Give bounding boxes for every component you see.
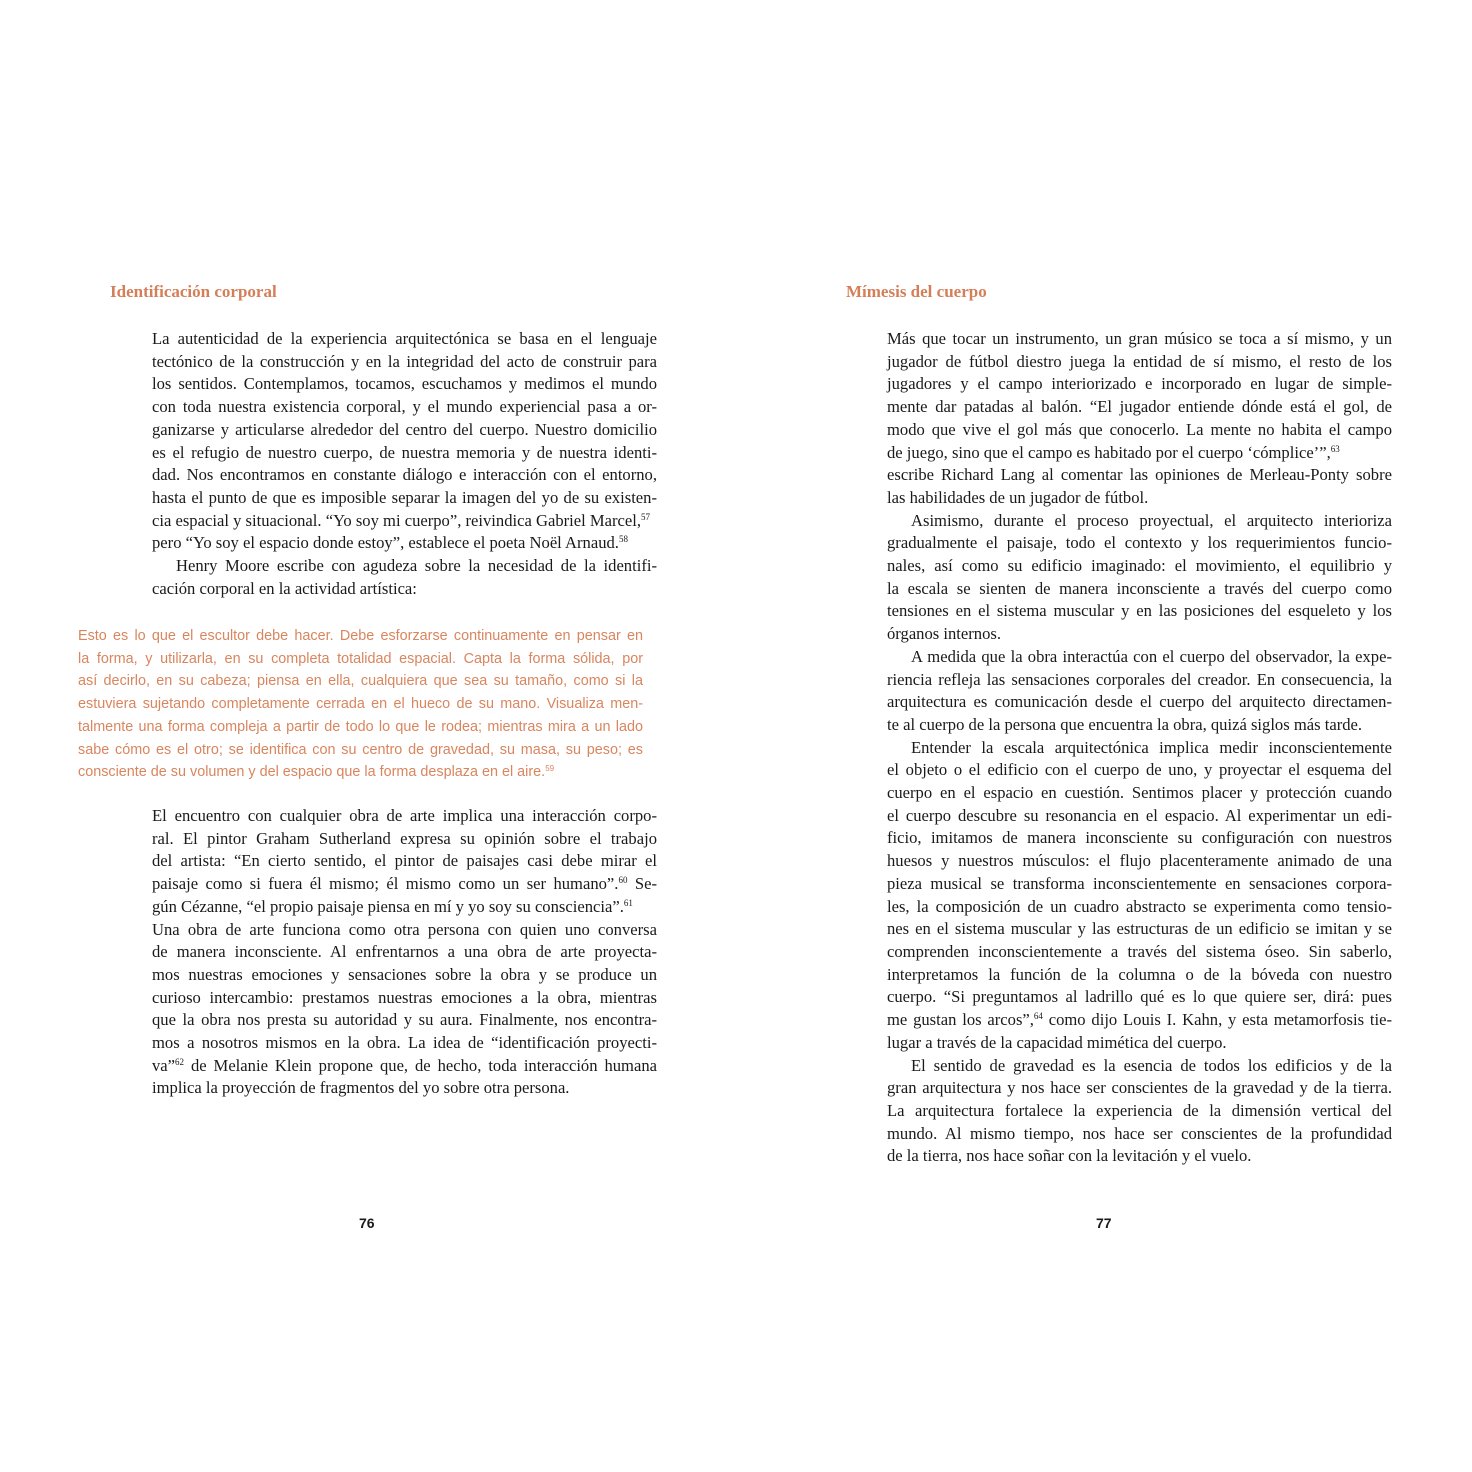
text-line: curioso intercambio: prestamos nuestras emociones a la obra, mientras xyxy=(152,987,657,1007)
section-heading: Identificación corporal xyxy=(110,282,277,301)
text-line: hasta el punto de que es imposible separar la imagen del yo de su existen- xyxy=(152,487,657,507)
text-line xyxy=(152,510,657,533)
text-line: A medida que la obra interactúa con el cuerpo del observador, la expe- xyxy=(911,646,1392,666)
text-line: ganizarse y articularse alrededor del centro del cuerpo. Nuestro domicilio xyxy=(152,419,657,439)
text-run: gún Cézanne, “el propio paisaje piensa en mí y yo soy su consciencia”. xyxy=(152,896,624,916)
text-line: nales, así como su edificio imaginado: el movimiento, el equilibrio y xyxy=(887,556,1392,576)
text-line: mente dar patadas al balón. “El jugador entiende dónde está el gol, de xyxy=(887,397,1392,417)
body-text-column xyxy=(887,328,1392,1168)
text-run: cia espacial y situacional. “Yo soy mi cuerpo”, reivindica Gabriel Marcel, xyxy=(152,510,642,530)
quote-line: sabe cómo es el otro; se identifica con su centro de gravedad, su masa, su peso; es xyxy=(78,741,643,758)
text-line: El sentido de gravedad es la esencia de todos los edificios y de la xyxy=(911,1055,1392,1075)
body-paragraph-1 xyxy=(152,328,657,600)
page-number: 76 xyxy=(359,1215,375,1231)
text-run: pero “Yo soy el espacio donde estoy”, establece el poeta Noël Arnaud. xyxy=(152,533,619,553)
quote-line: así decirlo, en su cabeza; piensa en ella, cualquiera que sea su tamaño, como si la xyxy=(78,673,643,690)
text-line xyxy=(152,532,657,555)
text-run: Se- xyxy=(627,874,657,894)
text-line: tectónico de la construcción y en la integridad del acto de construir para xyxy=(152,351,657,371)
text-line xyxy=(887,1009,1392,1032)
text-line: las habilidades de un jugador de fútbol. xyxy=(887,487,1149,507)
footnote-ref: 57 xyxy=(641,511,651,522)
text-run: me gustan los arcos”, xyxy=(887,1010,1034,1030)
footnote-ref: 64 xyxy=(1033,1011,1043,1022)
text-run: consciente de su volumen y del espacio que la forma desplaza en el aire. xyxy=(78,764,546,781)
text-line: de manera inconsciente. Al enfrentarnos a una obra de arte proyecta- xyxy=(152,942,657,962)
text-line: mundo. Al mismo tiempo, nos hace ser conscientes de la profundidad xyxy=(887,1123,1392,1143)
text-line: del artista: “En cierto sentido, el pintor de paisajes casi debe mirar el xyxy=(152,851,657,871)
text-line: ficio, imitamos de manera inconsciente su configuración con nuestros xyxy=(887,828,1392,848)
text-run: paisaje como si fuera él mismo; él mismo como un ser humano”. xyxy=(152,874,619,894)
text-line: pieza musical se transforma inconscientemente en sensaciones corpora- xyxy=(887,873,1392,893)
text-line: implica la proyección de fragmentos del yo sobre otra persona. xyxy=(152,1078,570,1098)
text-line: jugadores y el campo interiorizado e incorporado en lugar de simple- xyxy=(887,374,1392,394)
text-line: lugar a través de la capacidad mimética del cuerpo. xyxy=(887,1032,1227,1052)
text-line: cuerpo. “Si preguntamos al ladrillo qué es lo que quiere ser, dirá: pues xyxy=(887,987,1392,1007)
text-line: la escala se sienten de manera inconsciente a través del cuerpo como xyxy=(887,578,1392,598)
text-line: mos nuestras emociones y sensaciones sobre la obra y se produce un xyxy=(152,964,657,984)
footnote-ref: 63 xyxy=(1330,443,1340,454)
text-line: huesos y nuestros músculos: el flujo placenteramente animado de una xyxy=(887,851,1392,871)
text-line: te al cuerpo de la persona que encuentra la obra, quizá siglos más tarde. xyxy=(887,714,1363,734)
text-run: como dijo Louis I. Kahn, y esta metamorfosis tie- xyxy=(1042,1010,1392,1030)
quote-line xyxy=(78,761,643,784)
text-line: mos a nosotros mismos en la obra. La idea de “identificación proyecti- xyxy=(152,1033,657,1053)
text-line xyxy=(887,442,1392,465)
text-line: es el refugio de nuestro cuerpo, de nuestra memoria y de nuestra identi- xyxy=(152,442,657,462)
quote-line: la forma, y utilizarla, en su completa totalidad espacial. Capta la forma sólida, por xyxy=(78,650,643,667)
text-line xyxy=(152,896,657,919)
text-line: jugador de fútbol diestro juega la entidad de sí mismo, el resto de los xyxy=(887,351,1392,371)
text-run: de Melanie Klein propone que, de hecho, toda interacción humana xyxy=(184,1055,657,1075)
text-line: con toda nuestra existencia corporal, y el mundo experiencial pasa a or- xyxy=(152,397,657,417)
text-line: el objeto o el edificio con el cuerpo de uno, y proyectar el esquema del xyxy=(887,760,1392,780)
section-heading: Mímesis del cuerpo xyxy=(846,282,987,301)
text-line: de la tierra, nos hace soñar con la levitación y el vuelo. xyxy=(887,1146,1252,1166)
text-line: La arquitectura fortalece la experiencia de la dimensión vertical del xyxy=(887,1100,1392,1120)
text-line: gran arquitectura y nos hace ser conscientes de la gravedad y de la tierra. xyxy=(887,1078,1392,1098)
text-line: órganos internos. xyxy=(887,624,1001,644)
text-line: les, la composición de un cuadro abstracto se experimenta como tensio- xyxy=(887,896,1392,916)
footnote-ref: 60 xyxy=(618,875,628,886)
text-line: gradualmente el paisaje, todo el contexto y los requerimientos funcio- xyxy=(887,533,1392,553)
text-run: va” xyxy=(152,1055,176,1075)
text-line: escribe Richard Lang al comentar las opiniones de Merleau-Ponty sobre xyxy=(887,465,1392,485)
text-line: modo que vive el gol más que conocerlo. La mente no habita el campo xyxy=(887,419,1392,439)
text-line: Más que tocar un instrumento, un gran músico se toca a sí mismo, y un xyxy=(887,329,1392,348)
quote-line: estuviera sujetando completamente cerrada en el hueco de su mano. Visualiza men- xyxy=(78,696,643,713)
page-number: 77 xyxy=(1096,1215,1112,1231)
text-line: ral. El pintor Graham Sutherland expresa su opinión sobre el trabajo xyxy=(152,828,657,848)
text-line: tensiones en el sistema muscular y en las posiciones del esqueleto y los xyxy=(887,601,1392,621)
text-line: que la obra nos presta su autoridad y su aura. Finalmente, nos encontra- xyxy=(152,1010,657,1030)
text-line: El encuentro con cualquier obra de arte implica una interacción corpo- xyxy=(152,806,657,825)
text-line: cuerpo en el espacio en cuestión. Sentimos placer y protección cuando xyxy=(887,783,1392,803)
text-run: de juego, sino que el campo es habitado por el cuerpo ‘cómplice’”, xyxy=(887,442,1331,462)
text-line: Entender la escala arquitectónica implica medir inconscientemente xyxy=(911,737,1392,757)
footnote-ref: 59 xyxy=(545,764,555,774)
text-line: arquitectura es comunicación desde el cuerpo del arquitecto directamen- xyxy=(887,692,1392,712)
footnote-ref: 61 xyxy=(623,897,633,908)
block-quote xyxy=(78,625,643,784)
right-page xyxy=(736,0,1472,1472)
text-line xyxy=(152,1055,657,1078)
footnote-ref: 62 xyxy=(175,1056,185,1067)
text-line: los sentidos. Contemplamos, tocamos, escuchamos y medimos el mundo xyxy=(152,374,657,394)
text-line: riencia refleja las sensaciones corporales del creador. En consecuencia, la xyxy=(887,669,1392,689)
text-line: cación corporal en la actividad artística: xyxy=(152,578,417,598)
quote-line: Esto es lo que el escultor debe hacer. Debe esforzarse continuamente en pensar en xyxy=(78,628,643,644)
text-line xyxy=(152,873,657,896)
text-line: nes en el sistema muscular y las estructuras de un edificio se imitan y se xyxy=(887,919,1392,939)
text-line: interpretamos la función de la columna o de la bóveda con nuestro xyxy=(887,964,1392,984)
text-line: La autenticidad de la experiencia arquitectónica se basa en el lenguaje xyxy=(152,329,657,348)
quote-line: talmente una forma compleja a partir de todo lo que le rodea; mientras mira a un lado xyxy=(78,718,643,735)
text-line: el cuerpo descubre su resonancia en el espacio. Al experimentar un edi- xyxy=(887,805,1392,825)
body-paragraph-3 xyxy=(152,805,657,1100)
footnote-ref: 58 xyxy=(618,534,628,545)
text-line: dad. Nos encontramos en constante diálogo e interacción con el entorno, xyxy=(152,465,657,485)
text-line: comprenden inconscientemente a través del sistema óseo. Sin saberlo, xyxy=(887,941,1392,961)
text-line: Una obra de arte funciona como otra persona con quien uno conversa xyxy=(152,919,657,939)
text-line: Henry Moore escribe con agudeza sobre la necesidad de la identifi- xyxy=(176,556,657,576)
text-line: Asimismo, durante el proceso proyectual, el arquitecto interioriza xyxy=(911,510,1392,530)
